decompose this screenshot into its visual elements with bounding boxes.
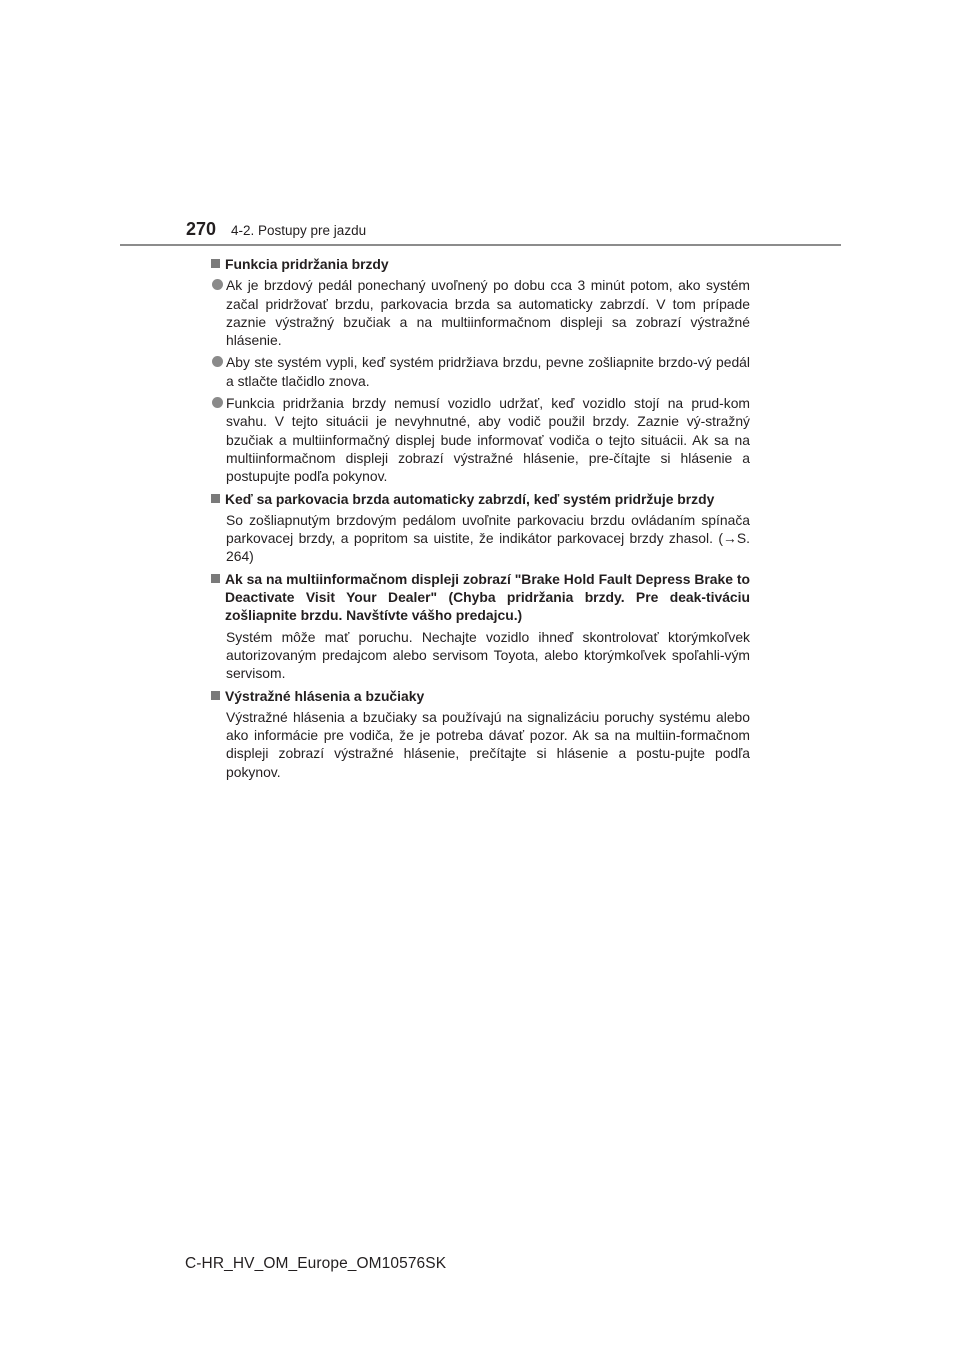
section-heading bbox=[210, 490, 750, 508]
list-item bbox=[210, 276, 750, 349]
heading-text: Ak sa na multiinformačnom displeji zobrazí "Brake Hold Fault Depress Brake to Deactivate Visit Your Dealer" (Chyba pridržania brzdy. Pre deak-tiváciu zošliapnite brzdu. Navštívte vášho predajcu.) bbox=[225, 570, 750, 624]
list-item-text: Aby ste systém vypli, keď systém pridržiava brzdu, pevne zošliapnite brzdo-vý pedál a stlačte tlačidlo znova. bbox=[226, 354, 750, 389]
footer-doc-id: C-HR_HV_OM_Europe_OM10576SK bbox=[185, 1255, 447, 1272]
square-bullet-icon bbox=[211, 691, 220, 700]
heading-text: Výstražné hlásenia a bzučiaky bbox=[225, 687, 425, 704]
section-brake-hold-fault bbox=[210, 570, 750, 683]
section-parking-brake-auto bbox=[210, 490, 750, 566]
section-warnings bbox=[210, 687, 750, 781]
section-heading bbox=[210, 255, 750, 273]
header-rule bbox=[120, 244, 841, 246]
square-bullet-icon bbox=[211, 574, 220, 583]
heading-text: Funkcia pridržania brzdy bbox=[225, 256, 389, 272]
content bbox=[210, 255, 750, 785]
page-number: 270 bbox=[186, 219, 217, 239]
heading-text: Keď sa parkovacia brzda automaticky zabrzdí, keď systém pridržuje brzdy bbox=[225, 490, 715, 507]
circle-bullet-icon bbox=[212, 356, 223, 367]
square-bullet-icon bbox=[211, 494, 220, 503]
section-body: Výstražné hlásenia a bzučiaky sa používajú na signalizáciu poruchy systému alebo ako informácie pre vodiča, že je potreba dávať pozor. Ak sa na multiin-formačnom displeji zobrazí výstražné hlásenie, prečítajte si hlásenie a postu-pujte podľa pokynov. bbox=[226, 708, 750, 780]
section-brake-hold bbox=[210, 255, 750, 486]
section-body: So zošliapnutým brzdovým pedálom uvoľnite parkovaciu brzdu ovládaním spínača parkovacej brzdy, a popritom sa uistite, že indikátor parkovacej brzdy zhasol. (→S. 264) bbox=[226, 511, 750, 565]
section-body: Systém môže mať poruchu. Nechajte vozidlo ihneď skontrolovať ktorýmkoľvek autorizovaným predajcom alebo servisom Toyota, alebo ktorýmkoľvek spoľahli-vým servisom. bbox=[226, 628, 750, 682]
section-title: 4-2. Postupy pre jazdu bbox=[231, 223, 367, 238]
list-item-text: Ak je brzdový pedál ponechaný uvoľnený po dobu cca 3 minút potom, ako systém začal pridržovať brzdu, parkovacia brzda sa automaticky zabrzdí. V tom prípade zaznie výstražný bzučiak a na multiinformačnom displeji sa zobrazí výstražné hlásenie. bbox=[226, 277, 750, 349]
square-bullet-icon bbox=[211, 259, 220, 268]
circle-bullet-icon bbox=[212, 397, 223, 408]
circle-bullet-icon bbox=[212, 279, 223, 290]
list-item-text: Funkcia pridržania brzdy nemusí vozidlo udržať, keď vozidlo stojí na prud-kom svahu. V tejto situácii je nevyhnutné, aby vodič použil brzdy. Zaznie vý-stražný bzučiak a multiinformačný displej bude informovať vodiča o tejto situácii. Ak sa na multiinformačnom displeji zobrazí výstražné hlásenie, pre-čítajte si hlásenie a postupujte podľa pokynov. bbox=[226, 395, 750, 485]
section-heading bbox=[210, 687, 750, 705]
list-item bbox=[210, 394, 750, 485]
list-item bbox=[210, 353, 750, 390]
section-heading bbox=[210, 570, 750, 625]
